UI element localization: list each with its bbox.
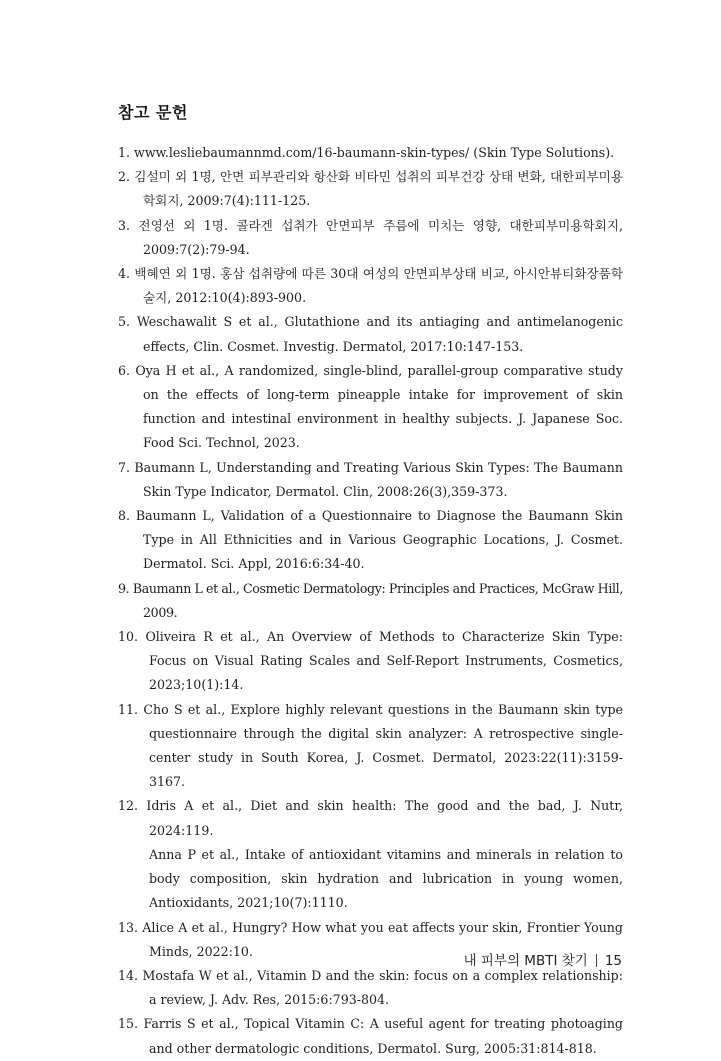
reference-list bbox=[118, 141, 623, 1061]
reference-item: 7. Baumann L, Understanding and Treating Various Skin Types: The Baumann Skin Type Indicator, Dermatol. Clin, 2008:26(3),359-373. bbox=[118, 459, 623, 499]
reference-item: 11. Cho S et al., Explore highly relevant questions in the Baumann skin type questionnaire through the digital skin analyzer: A retrospective single-center study in South Korea, J. Cosmet. Dermatol, 2023:22(11):3159-3167. bbox=[118, 701, 623, 790]
reference-item: 8. Baumann L, Validation of a Questionnaire to Diagnose the Baumann Skin Type in All Ethnicities and in Various Geographic Locations, J. Cosmet. Dermatol. Sci. Appl, 2016:6:34-40. bbox=[118, 508, 623, 572]
reference-item: 10. Oliveira R et al., An Overview of Methods to Characterize Skin Type: Focus on Visual Rating Scales and Self-Report Instruments, Cosmetics, 2023;10(1):14. bbox=[118, 629, 623, 693]
reference-item: 9. Baumann L et al., Cosmetic Dermatology: Principles and Practices, McGraw Hill, 2009. bbox=[118, 580, 624, 620]
reference-item: 15. Farris S et al., Topical Vitamin C: A useful agent for treating photoaging and other dermatologic conditions, Dermatol. Surg, 2005:31:814-818. bbox=[118, 1016, 623, 1056]
reference-item: 1. www.lesliebaumannmd.com/16-baumann-skin-types/ (Skin Type Solutions). bbox=[118, 145, 615, 160]
reference-item: 3. 전영선 외 1명. 콜라겐 섭취가 안면피부 주름에 미치는 영향, 대한피부미용학회지, 2009:7(2):79-94. bbox=[118, 217, 623, 257]
reference-item: 6. Oya H et al., A randomized, single-blind, parallel-group comparative study on the effects of long-term pineapple intake for improvement of skin function and intestinal environment in healthy subjects. J. Japanese Soc. Food Sci. Technol, 2023. bbox=[118, 362, 623, 451]
reference-item: 13. Alice A et al., Hungry? How what you eat affects your skin, Frontier Young Minds, 2022:10. bbox=[118, 919, 623, 959]
running-title: 내 피부의 MBTI 찾기 bbox=[463, 953, 588, 969]
footer-divider bbox=[596, 954, 597, 967]
page-footer bbox=[464, 949, 622, 969]
section-heading: 참고 문헌 bbox=[118, 103, 188, 122]
reference-item: 12. Idris A et al., Diet and skin health: The good and the bad, J. Nutr, 2024:119. bbox=[118, 798, 623, 838]
page-number: 15 bbox=[604, 953, 622, 969]
reference-item: 4. 백혜연 외 1명. 홍삼 섭취량에 따른 30대 여성의 안면피부상태 비교, 아시안뷰티화장품학술지, 2012:10(4):893-900. bbox=[118, 266, 623, 306]
reference-item: 5. Weschawalit S et al., Glutathione and its antiaging and antimelanogenic effects, Clin. Cosmet. Investig. Dermatol, 2017:10:147-153. bbox=[118, 314, 623, 354]
reference-item-continued: Anna P et al., Intake of antioxidant vitamins and minerals in relation to body composition, skin hydration and lubrication in young women, Antioxidants, 2021;10(7):1110. bbox=[149, 846, 623, 911]
reference-item: 14. Mostafa W et al., Vitamin D and the skin: focus on a complex relationship: a review, J. Adv. Res, 2015:6:793-804. bbox=[118, 967, 623, 1008]
reference-item: 2. 김설미 외 1명, 안면 피부관리와 항산화 비타민 섭취의 피부건강 상태 변화, 대한피부미용학회지, 2009:7(4):111-125. bbox=[118, 169, 623, 209]
